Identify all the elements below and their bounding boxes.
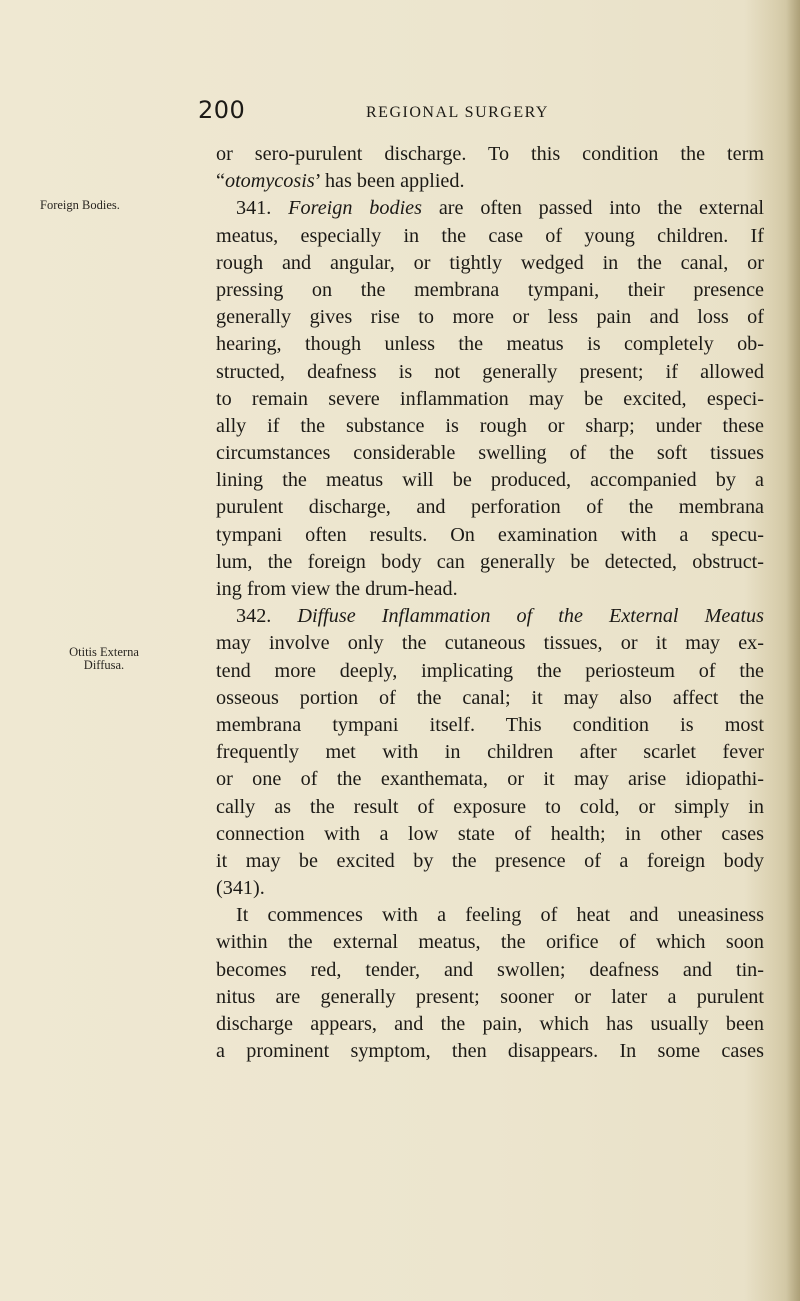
paragraph-number: 342. <box>236 605 272 628</box>
page-edge-shadow <box>786 0 800 1301</box>
sidenote-otitis-line1: Otitis Externa <box>69 645 139 659</box>
paragraph-number: 341. <box>236 197 272 220</box>
text-line: rough and angular, or tightly wedged in the canal, or <box>216 251 764 274</box>
text-line: tend more deeply, implicating the periosteum of the <box>216 659 764 682</box>
text-line: may involve only the cutaneous tissues, or it may ex- <box>216 632 764 655</box>
text-line: pressing on the membrana tympani, their presence <box>216 278 764 301</box>
text-line: ally if the substance is rough or sharp; under these <box>216 414 764 437</box>
text-line: structed, deafness is not generally present; if allowed <box>216 360 764 383</box>
running-title: REGIONAL SURGERY <box>366 104 549 121</box>
text-fragment: ’ has been applied. <box>314 170 465 193</box>
text-line: purulent discharge, and perforation of the membrana <box>216 496 764 519</box>
text-line: nitus are generally present; sooner or later a purulent <box>216 985 764 1008</box>
text-line: frequently met with in children after scarlet fever <box>216 741 764 764</box>
text-line: ing from view the drum-head. <box>216 578 458 600</box>
open-quote: “ <box>216 170 225 193</box>
sidenote-foreign-bodies: Foreign Bodies. <box>40 198 120 212</box>
text-line: discharge appears, and the pain, which has usually been <box>216 1013 764 1035</box>
paragraph-3 <box>216 902 764 1065</box>
sidenote-otitis-externa <box>56 646 152 672</box>
term-otomycosis: otomycosis <box>224 170 315 193</box>
text-line: circumstances considerable swelling of the soft tissues <box>216 442 764 465</box>
text-line: to remain severe inflammation may be excited, especi- <box>216 387 764 410</box>
text-line: lum, the foreign body can generally be detected, obstruct- <box>216 550 764 573</box>
paragraph-342-title: Diffuse Inflammation of the External Meatus <box>297 605 765 628</box>
sidenote-otitis-line2: Diffusa. <box>83 658 125 672</box>
text-line: it may be excited by the presence of a foreign body <box>216 849 764 872</box>
paragraph-342-first-line <box>216 603 764 630</box>
body-text <box>216 141 764 1065</box>
paragraph-341-title: Foreign bodies <box>288 197 422 220</box>
page-number: 200 <box>198 96 246 124</box>
paragraph-342 <box>216 603 764 902</box>
text-line: becomes red, tender, and swollen; deafness and tin- <box>216 958 764 981</box>
text-fragment: are often passed into the external <box>438 197 765 220</box>
text-line <box>216 168 764 195</box>
text-line: membrana tympani itself. This condition is most <box>216 713 764 736</box>
text-line: generally gives rise to more or less pain and loss of <box>216 306 764 329</box>
text-line: osseous portion of the canal; it may also affect the <box>216 686 764 709</box>
text-line: hearing, though unless the meatus is completely ob- <box>216 333 764 356</box>
text-line: tympani often results. On examination with a specu- <box>216 523 764 546</box>
page-header <box>198 96 758 130</box>
text-line: (341). <box>216 877 265 900</box>
text-line: It commences with a feeling of heat and uneasiness <box>236 904 764 927</box>
text-line: or one of the exanthemata, or it may arise idiopathi- <box>216 768 764 791</box>
paragraph-341-first-line <box>216 195 764 222</box>
text-line: cally as the result of exposure to cold, or simply in <box>216 795 764 818</box>
text-line: within the external meatus, the orifice of which soon <box>216 931 764 954</box>
text-line: meatus, especially in the case of young children. If <box>216 224 764 247</box>
text-line: connection with a low state of health; in other cases <box>216 822 764 845</box>
text-line: a prominent symptom, then disappears. In some cases <box>216 1040 764 1063</box>
paragraph-341 <box>216 195 764 603</box>
text-line: lining the meatus will be produced, accompanied by a <box>216 469 764 492</box>
text-line: or sero-purulent discharge. To this condition the term <box>216 143 764 165</box>
